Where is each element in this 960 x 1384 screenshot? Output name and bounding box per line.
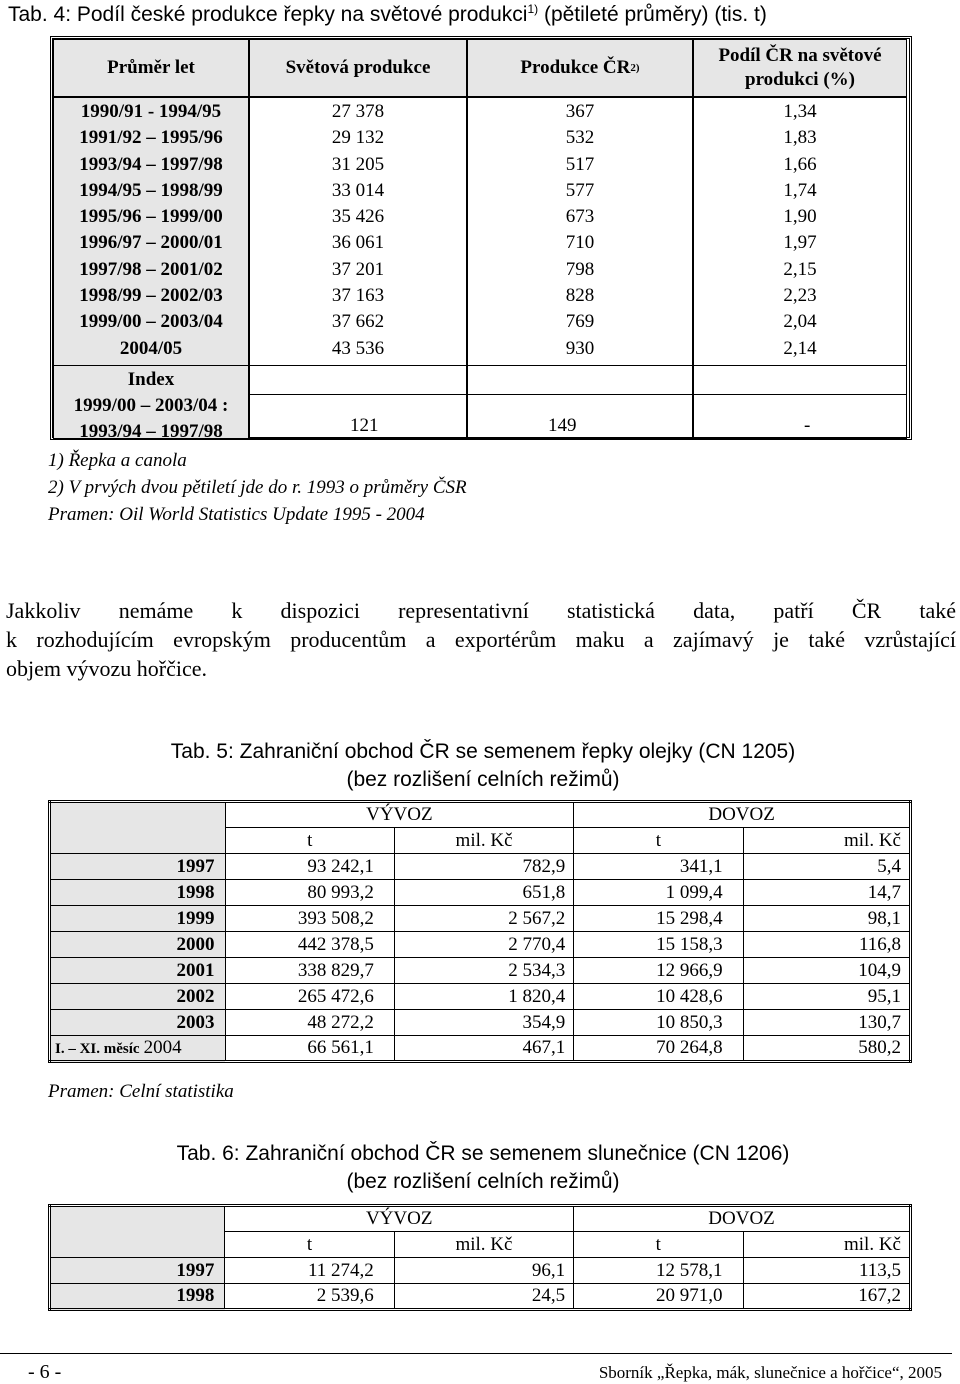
note-1: 1) Řepka a canola — [48, 450, 187, 471]
header-cz: Produkce ČR 2) — [467, 39, 693, 97]
export-t: 2 539,6 — [225, 1284, 394, 1310]
export-t: 11 274,2 — [225, 1258, 394, 1284]
share-value: 1,90 — [783, 206, 817, 228]
import-t: 12 966,9 — [574, 958, 743, 984]
table-row — [50, 958, 911, 984]
year-cell: 1998 — [50, 880, 226, 906]
cz-value: 367 — [565, 101, 595, 122]
export-mkc: 354,9 — [394, 1010, 573, 1036]
export-mkc: 2 770,4 — [394, 932, 573, 958]
cz-value: 930 — [565, 337, 595, 359]
export-t: 48 272,2 — [225, 1010, 394, 1036]
table4-title-suffix: (pětileté průměry) (tis. t) — [538, 3, 767, 26]
index-label-2: 1999/00 – 2003/04 : — [73, 395, 229, 416]
table5-title — [118, 738, 848, 794]
period-cell: 2004/05 — [119, 337, 183, 359]
note-2: 2) V prvých dvou pětiletí jde do r. 1993 o průměry ČSR — [48, 477, 467, 498]
share-value: 1,74 — [783, 179, 817, 201]
period-year: 2004 — [143, 1037, 182, 1058]
year-cell: 1999 — [50, 906, 226, 932]
table6-import-unit-t: t — [574, 1232, 743, 1258]
export-mkc: 2 534,3 — [394, 958, 573, 984]
period-cell: 1999/00 – 2003/04 — [79, 311, 223, 333]
footer-text: Sborník „Řepka, mák, slunečnice a hořčice“, 2005 — [598, 1363, 942, 1382]
paragraph-line-2: k rozhodujícím evropským producentům a exportérům maku a zajímavý je také vzrůstající — [6, 627, 956, 652]
header-share: Podíl ČR na světové produkci (%) — [693, 39, 907, 97]
period-cell: 1996/97 – 2000/01 — [79, 232, 223, 254]
world-value: 37 163 — [331, 285, 385, 307]
col-world — [249, 97, 467, 395]
import-t: 10 428,6 — [574, 984, 743, 1010]
table4 — [50, 36, 912, 440]
import-mkc: 130,7 — [743, 1010, 910, 1036]
import-t: 70 264,8 — [574, 1036, 743, 1062]
import-mkc: 113,5 — [743, 1258, 910, 1284]
import-mkc: 116,8 — [743, 932, 910, 958]
share-value: 1,34 — [783, 101, 817, 122]
share-value: 1,66 — [783, 153, 817, 175]
table6-import-unit-mkc: mil. Kč — [743, 1232, 910, 1258]
table5-import-unit-t: t — [574, 828, 743, 854]
table6-export-unit-mkc: mil. Kč — [394, 1232, 573, 1258]
world-value: 33 014 — [331, 179, 385, 201]
import-t: 341,1 — [574, 854, 743, 880]
world-value: 37 662 — [331, 311, 385, 333]
table6-title-line-2: (bez rozlišení celních režimů) — [346, 1170, 620, 1193]
import-mkc: 580,2 — [743, 1036, 910, 1062]
index-world: 121 — [249, 365, 467, 439]
year-cell: 2003 — [50, 1010, 226, 1036]
paragraph-line-3: objem vývozu hořčice. — [6, 656, 207, 681]
period-cell: 1991/92 – 1995/96 — [79, 127, 223, 149]
share-list — [694, 98, 906, 362]
year-cell: 2002 — [50, 984, 226, 1010]
share-value: 2,04 — [783, 311, 817, 333]
table5-export-unit-t: t — [225, 828, 394, 854]
table-row — [50, 880, 911, 906]
cz-value: 577 — [565, 179, 595, 201]
export-t: 93 242,1 — [225, 854, 394, 880]
table6-export-unit-t: t — [225, 1232, 394, 1258]
year-cell: 1998 — [50, 1284, 225, 1310]
export-t: 338 829,7 — [225, 958, 394, 984]
page-number: - 6 - — [28, 1361, 62, 1383]
export-t: 393 508,2 — [225, 906, 394, 932]
share-value: 2,14 — [783, 337, 817, 359]
table5-export-header: VÝVOZ — [225, 802, 574, 828]
table5-title-line-2: (bez rozlišení celních režimů) — [346, 768, 620, 791]
import-mkc: 167,2 — [743, 1284, 910, 1310]
import-t: 12 578,1 — [574, 1258, 743, 1284]
table-row — [50, 984, 911, 1010]
export-mkc: 2 567,2 — [394, 906, 573, 932]
table-row — [50, 906, 911, 932]
import-mkc: 98,1 — [743, 906, 910, 932]
table5-corner — [50, 802, 226, 854]
export-mkc: 651,8 — [394, 880, 573, 906]
index-label-1: Index — [127, 369, 175, 390]
table5-import-unit-mkc: mil. Kč — [743, 828, 910, 854]
import-mkc: 104,9 — [743, 958, 910, 984]
world-list — [250, 98, 466, 362]
import-t: 1 099,4 — [574, 880, 743, 906]
index-share: - — [693, 365, 907, 439]
period-cell: 1995/96 – 1999/00 — [79, 206, 223, 228]
year-cell: 2000 — [50, 932, 226, 958]
export-t: 80 993,2 — [225, 880, 394, 906]
world-value: 29 132 — [331, 127, 385, 149]
share-value: 1,83 — [783, 127, 817, 149]
world-value: 36 061 — [331, 232, 385, 254]
table5 — [48, 800, 912, 1063]
header-period: Průměr let — [53, 39, 249, 97]
cz-value: 710 — [565, 232, 595, 254]
note-source: Pramen: Oil World Statistics Update 1995 - 2004 — [48, 504, 425, 525]
export-mkc: 782,9 — [394, 854, 573, 880]
col-share — [693, 97, 907, 395]
period-cell: 1994/95 – 1998/99 — [79, 179, 223, 201]
body-paragraph — [6, 596, 956, 683]
periods-list — [54, 98, 248, 362]
table4-title-text: Tab. 4: Podíl české produkce řepky na světové produkci — [8, 3, 528, 26]
footer-divider — [0, 1353, 952, 1354]
world-value: 27 378 — [331, 101, 385, 122]
period-cell: 1990/91 - 1994/95 — [80, 101, 222, 122]
table-row — [50, 932, 911, 958]
table4-notes — [48, 447, 467, 528]
table5-import-header: DOVOZ — [574, 802, 911, 828]
year-cell: 1997 — [50, 854, 226, 880]
period-cell: 1997/98 – 2001/02 — [79, 258, 223, 280]
import-t: 15 298,4 — [574, 906, 743, 932]
table-row — [50, 1284, 911, 1310]
world-value: 31 205 — [331, 153, 385, 175]
import-t: 10 850,3 — [574, 1010, 743, 1036]
table6-import-header: DOVOZ — [574, 1206, 911, 1232]
year-cell: 1997 — [50, 1258, 225, 1284]
col-periods — [53, 97, 249, 395]
header-world: Světová produkce — [249, 39, 467, 97]
cz-value: 673 — [565, 206, 595, 228]
cz-value: 798 — [565, 258, 595, 280]
export-t: 66 561,1 — [225, 1036, 394, 1062]
table4-title-sup: 1) — [527, 2, 539, 16]
cz-value: 769 — [565, 311, 595, 333]
period-cell: 1998/99 – 2002/03 — [79, 285, 223, 307]
table6-export-header: VÝVOZ — [225, 1206, 574, 1232]
table-row — [50, 1010, 911, 1036]
world-value: 43 536 — [331, 337, 385, 359]
index-label — [53, 365, 249, 442]
share-value: 2,15 — [783, 258, 817, 280]
table6-title-line-1: Tab. 6: Zahraniční obchod ČR se semenem slunečnice (CN 1206) — [176, 1142, 790, 1165]
table4-title — [8, 2, 767, 27]
import-mkc: 14,7 — [743, 880, 910, 906]
period-cell: 1993/94 – 1997/98 — [79, 153, 223, 175]
table-row — [50, 1258, 911, 1284]
table-row — [50, 1036, 911, 1062]
table-row — [50, 854, 911, 880]
import-mkc: 5,4 — [743, 854, 910, 880]
table5-source: Pramen: Celní statistika — [48, 1081, 234, 1102]
table6 — [48, 1204, 912, 1311]
table6-title — [118, 1140, 848, 1196]
table6-corner — [50, 1206, 225, 1258]
period-label: I. – XI. měsíc — [55, 1041, 140, 1057]
cz-value: 517 — [565, 153, 595, 175]
paragraph-line-1: Jakkoliv nemáme k dispozici representativní statistická data, patří ČR také — [6, 598, 956, 623]
index-cz: 149 — [467, 365, 693, 439]
cz-value: 828 — [565, 285, 595, 307]
world-value: 35 426 — [331, 206, 385, 228]
share-value: 1,97 — [783, 232, 817, 254]
table5-title-line-1: Tab. 5: Zahraniční obchod ČR se semenem řepky olejky (CN 1205) — [170, 740, 796, 763]
export-mkc: 24,5 — [394, 1284, 573, 1310]
share-value: 2,23 — [783, 285, 817, 307]
export-mkc: 1 820,4 — [394, 984, 573, 1010]
table5-export-unit-mkc: mil. Kč — [394, 828, 573, 854]
col-cz — [467, 97, 693, 395]
export-t: 442 378,5 — [225, 932, 394, 958]
export-mkc: 467,1 — [394, 1036, 573, 1062]
import-mkc: 95,1 — [743, 984, 910, 1010]
world-value: 37 201 — [331, 258, 385, 280]
cz-value: 532 — [565, 127, 595, 149]
year-cell — [50, 1036, 226, 1062]
import-t: 15 158,3 — [574, 932, 743, 958]
import-t: 20 971,0 — [574, 1284, 743, 1310]
year-cell: 2001 — [50, 958, 226, 984]
export-mkc: 96,1 — [394, 1258, 573, 1284]
cz-list — [468, 98, 692, 362]
export-t: 265 472,6 — [225, 984, 394, 1010]
index-label-3: 1993/94 – 1997/98 — [79, 421, 223, 442]
